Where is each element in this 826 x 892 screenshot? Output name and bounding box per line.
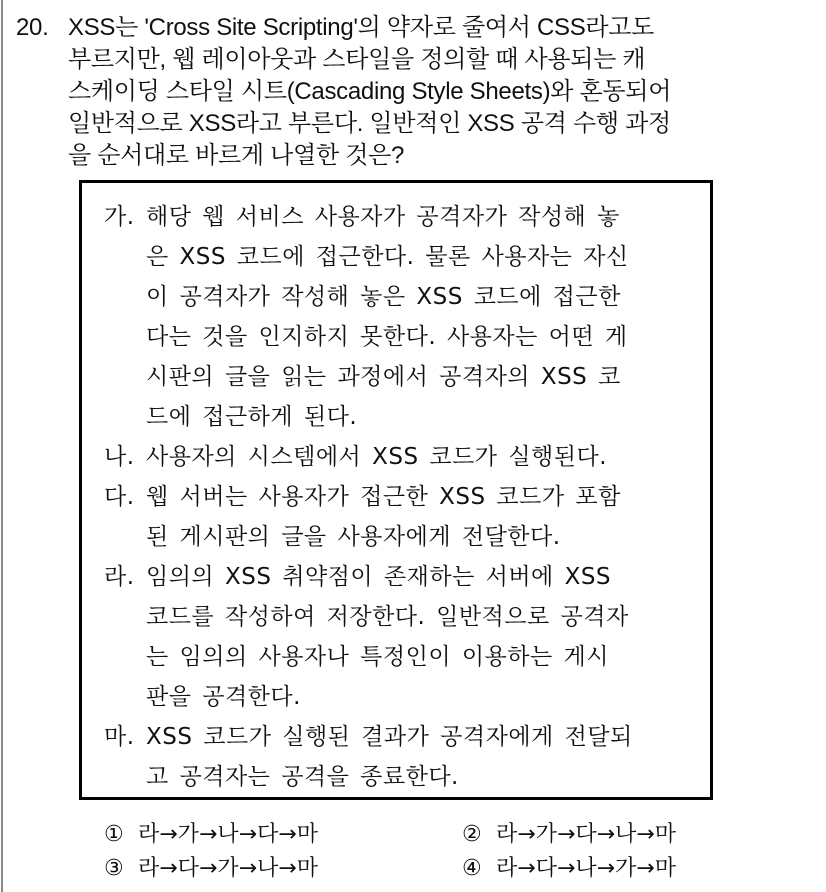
statement-mark: 마. [104,724,135,750]
question-line: 부르지만, 웹 레이아웃과 스타일을 정의할 때 사용되는 캐 [68,46,646,73]
statement-na: 나. 사용자의 시스템에서 XSS 코드가 실행된다. [104,437,694,477]
statement-ga: 가. 해당 웹 서비스 사용자가 공격자가 작성해 놓 은 XSS 코드에 접근한다. 물론 사용자는 자신 이 공격자가 작성해 놓은 XSS 코드에 접근한 다는 것을 인지하지 못한다. 사용자는 어떤 게 시판의 글을 읽는 과정에서 공격자의 XSS 코 드에 접근하게 된다. [104,197,694,437]
statement-box [79,180,713,800]
page-left-border [1,0,3,892]
choice-number: ③ [104,856,124,881]
choice-2[interactable]: ② 라→가→다→나→마 [462,818,676,852]
question-line: 20. XSS는 'Cross Site Scripting'의 약자로 줄여서 CSS라고도 [16,12,806,44]
statement-da: 다. 웹 서버는 사용자가 접근한 XSS 코드가 포함 된 게시판의 글을 사용자에게 전달한다. [104,477,694,557]
statement-mark: 가. [104,204,135,230]
question-number: 20. [16,14,49,41]
choice-number: ④ [462,856,482,881]
statement-mark: 다. [104,484,135,510]
question-line: 스케이딩 스타일 시트(Cascading Style Sheets)와 혼동되어 [68,78,672,105]
choice-1[interactable]: ① 라→가→나→다→마 [104,818,318,852]
choice-3[interactable]: ③ 라→다→가→나→마 [104,852,318,886]
question-line: 일반적으로 XSS라고 부른다. 일반적인 XSS 공격 수행 과정 [68,110,671,137]
statement-ra: 라. 임의의 XSS 취약점이 존재하는 서버에 XSS 코드를 작성하여 저장한다. 일반적으로 공격자 는 임의의 사용자나 특정인이 이용하는 게시 판을 공격한다. [104,557,694,717]
choice-number: ① [104,822,124,847]
choice-number: ② [462,822,482,847]
question-stem [16,12,806,172]
question-line: 을 순서대로 바르게 나열한 것은? [68,142,405,169]
statement-mark: 나. [104,444,135,470]
statement-mark: 라. [104,564,135,590]
statement-ma: 마. XSS 코드가 실행된 결과가 공격자에게 전달되 고 공격자는 공격을 종료한다. [104,717,694,797]
choice-4[interactable]: ④ 라→다→나→가→마 [462,852,676,886]
